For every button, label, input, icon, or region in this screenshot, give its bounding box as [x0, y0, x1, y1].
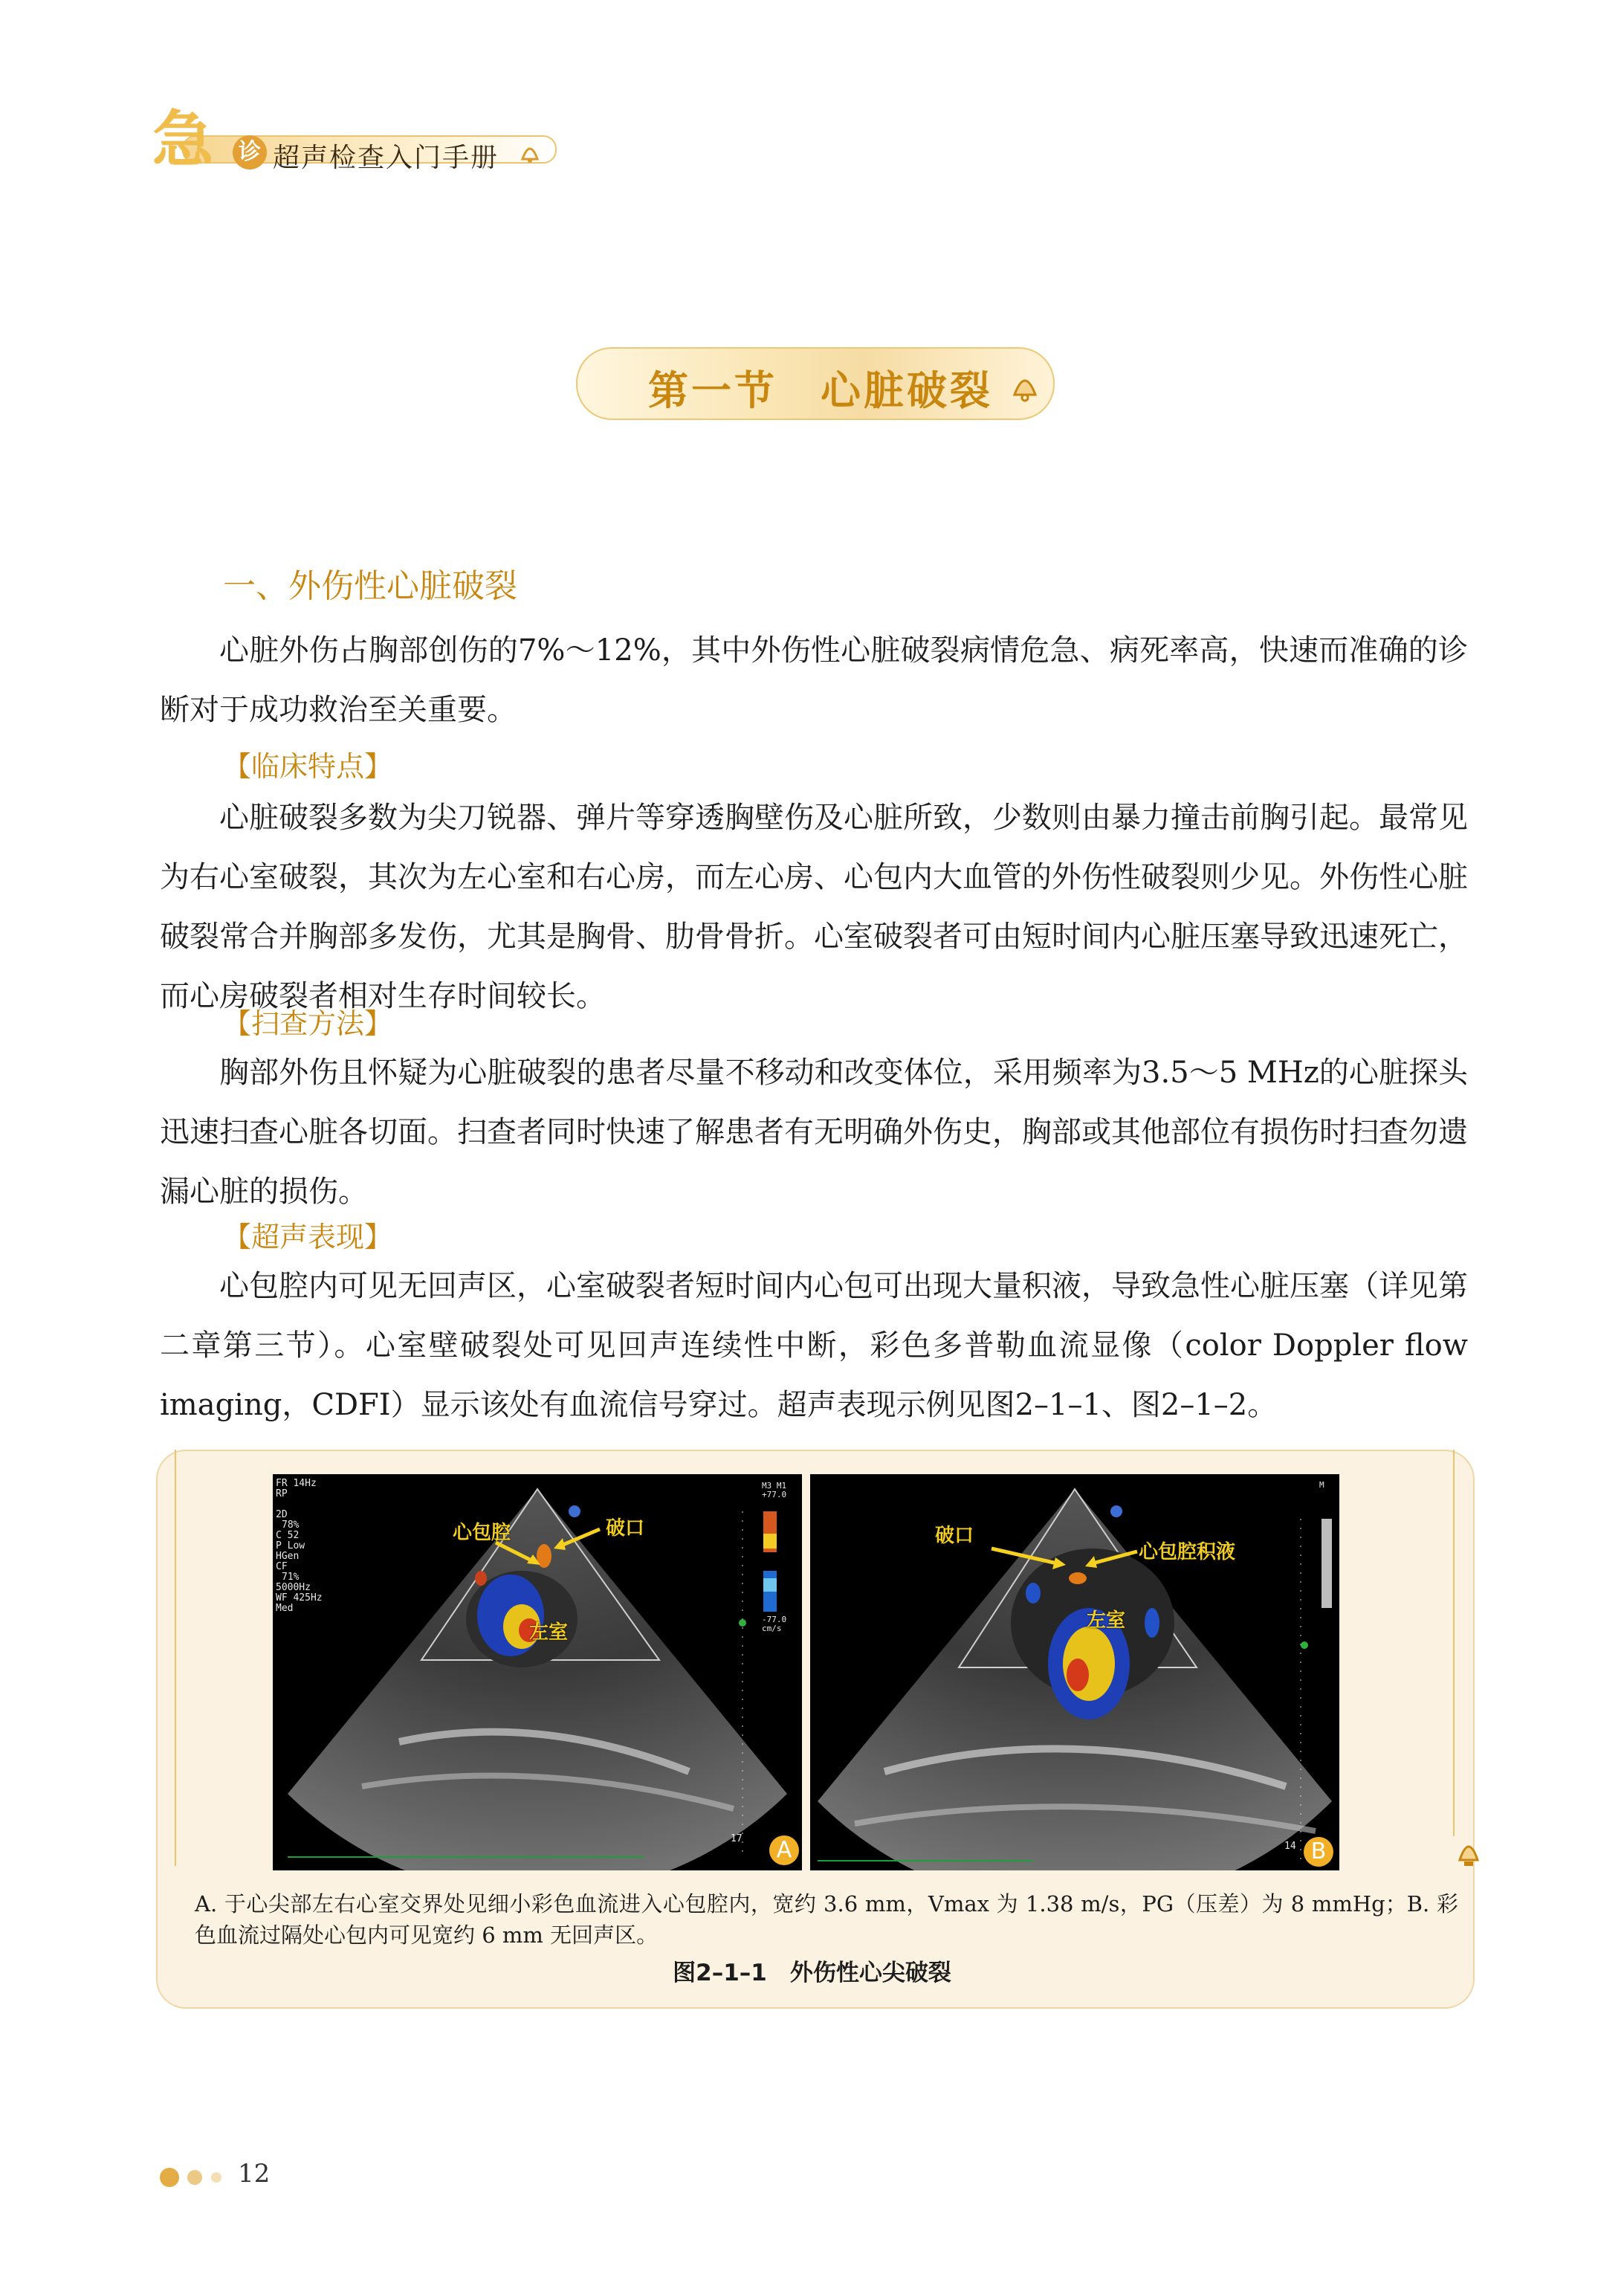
figure-caption: A. 于心尖部左右心室交界处见细小彩色血流进入心包腔内，宽约 3.6 mm，Vmax 为 1.38 m/s，PG（压差）为 8 mmHg；B. 彩色血流过隔处心包内可见宽约 6 mm 无回声区。	[195, 1891, 1458, 1948]
paragraph-intro: 心脏外伤占胸部创伤的7%～12%，其中外伤性心脏破裂病情危急、病死率高，快速而准确的诊断对于成功救治至关重要。	[160, 633, 1468, 727]
panel-a-info-10: 5000Hz	[276, 1582, 311, 1593]
panel-b-scale-top: M	[1319, 1480, 1324, 1490]
panel-b-depth: 14	[1284, 1841, 1296, 1852]
panel-a-info-12: Med	[276, 1603, 294, 1614]
section-title: 第一节 心脏破裂	[648, 366, 993, 414]
footer-dot-3	[211, 2172, 221, 2183]
arrows-b	[989, 1534, 1145, 1578]
ultrasound-panel-b	[810, 1474, 1339, 1870]
heading-clinical: 【临床特点】	[223, 750, 393, 783]
heading-scan-method: 【扫查方法】	[223, 1007, 393, 1040]
label-lv-a: 左室	[529, 1621, 569, 1644]
ultrasound-panel-a	[273, 1474, 802, 1870]
badge-a: A	[769, 1835, 799, 1865]
panel-a-info-0: FR 14Hz	[276, 1478, 317, 1489]
header-bell-icon	[519, 137, 541, 164]
figure-title: 图2–1–1 外伤性心尖破裂	[673, 1960, 951, 1986]
header-logo-ji: 急	[152, 105, 214, 175]
panel-a-depth: 17	[731, 1833, 743, 1844]
figure-deco-line-left	[175, 1450, 176, 1866]
figure-bell-icon	[1455, 1830, 1482, 1869]
footer-dot-1	[160, 2168, 179, 2187]
heading-traumatic-rupture: 一、外伤性心脏破裂	[223, 567, 517, 605]
panel-a-info-7: HGen	[276, 1551, 300, 1562]
panel-a-scale-top: M3 M1 +77.0	[762, 1481, 787, 1499]
label-pericardium: 心包腔	[453, 1522, 511, 1544]
paragraph-scan-method: 胸部外伤且怀疑为心脏破裂的患者尽量不移动和改变体位，采用频率为3.5～5 MHz的心脏探头迅速扫查心脏各切面。扫查者同时快速了解患者有无明确外伤史，胸部或其他部位有损伤时扫查勿遗漏心脏的损伤。	[160, 1056, 1468, 1209]
panel-a-info-8: CF	[276, 1561, 288, 1572]
label-rupture-a: 破口	[606, 1517, 645, 1540]
header-logo-zhen: 诊	[233, 135, 267, 169]
panel-a-info-1: RP	[276, 1488, 288, 1499]
panel-a-scale-bottom: -77.0 cm/s	[762, 1615, 787, 1633]
section-bell-icon	[1009, 365, 1041, 404]
section-title-banner	[576, 347, 1055, 420]
label-rupture-b: 破口	[935, 1525, 974, 1547]
page-number: 12	[238, 2159, 271, 2189]
paragraph-clinical: 心脏破裂多数为尖刀锐器、弹片等穿透胸壁伤及心脏所致，少数则由暴力撞击前胸引起。最常见为右心室破裂，其次为左心室和右心房，而左心房、心包内大血管的外伤性破裂则少见。外伤性心脏破裂常合并胸部多发伤，尤其是胸骨、肋骨骨折。心室破裂者可由短时间内心脏压塞导致迅速死亡，而心房破裂者相对生存时间较长。	[160, 801, 1468, 1013]
paragraph-us-findings: 心包腔内可见无回声区，心室破裂者短时间内心包可出现大量积液，导致急性心脏压塞（详见第二章第三节）。心室壁破裂处可见回声连续性中断，彩色多普勒血流显像（color Doppler flow imaging，CDFI）显示该处有血流信号穿过。超声表现示例见图2–1–1、图2–1–2。	[160, 1269, 1468, 1422]
running-header	[152, 105, 569, 175]
label-effusion-b: 心包腔积液	[1139, 1541, 1236, 1563]
panel-a-info-6: P Low	[276, 1540, 305, 1551]
heading-us-findings: 【超声表现】	[223, 1221, 393, 1253]
arrows-a	[488, 1519, 607, 1578]
panel-a-info-11: WF 425Hz	[276, 1592, 323, 1604]
label-lv-b: 左室	[1087, 1609, 1126, 1632]
panel-a-info-5: C 52	[276, 1530, 300, 1541]
panel-a-info-4: 78%	[282, 1520, 300, 1531]
panel-a-info-3: 2D	[276, 1509, 288, 1520]
figure-deco-line-right	[1453, 1450, 1455, 1836]
book-title: 超声检查入门手册	[273, 143, 499, 173]
panel-a-info-9: 71%	[282, 1572, 300, 1583]
footer-dot-2	[187, 2170, 202, 2185]
badge-b: B	[1304, 1837, 1333, 1867]
